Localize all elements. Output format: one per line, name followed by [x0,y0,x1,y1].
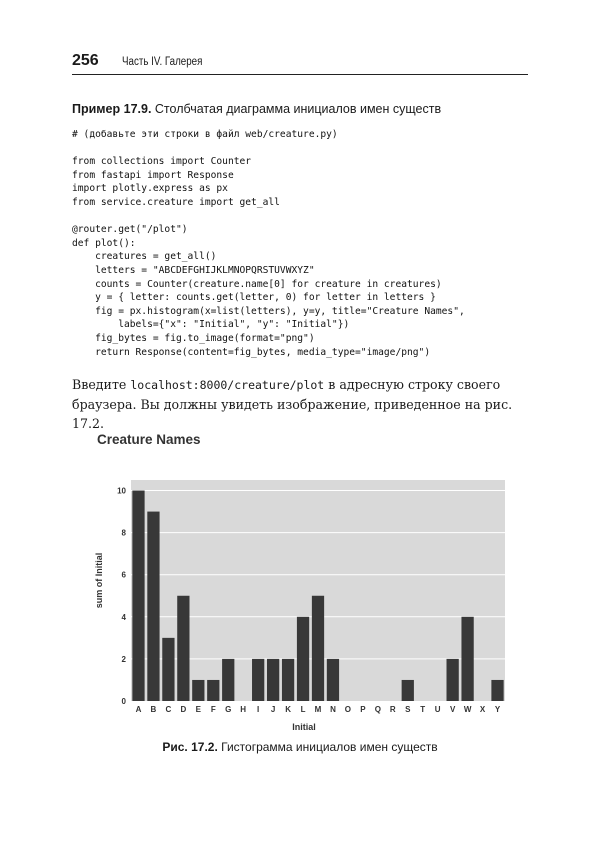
code-line: fig = px.histogram(x=list(letters), y=y, title="Creature Names", [72,305,465,317]
bar-e [192,680,204,701]
x-tick-label: D [180,705,187,714]
code-line: letters = "ABCDEFGHIJKLMNOPQRSTUVWXYZ" [72,264,315,276]
code-line: y = { letter: counts.get(letter, 0) for letter in letters } [72,292,436,304]
figure-label: Рис. 17.2. [162,740,218,754]
x-tick-label: Y [494,705,501,714]
bar-l [297,617,309,701]
x-tick-label: T [420,705,426,714]
body-text-before: Введите [72,377,131,392]
bar-j [267,659,279,701]
url-code: localhost:8000/creature/plot [130,378,325,392]
y-tick-label: 6 [121,570,126,580]
code-line: fig_bytes = fig.to_image(format="png") [72,332,315,344]
bar-i [252,659,264,701]
x-tick-label: U [434,705,441,714]
x-tick-label: N [330,705,336,714]
listing-label: Пример 17.9. [72,102,152,116]
bar-a [132,491,144,701]
page-number: 256 [72,52,99,69]
chart-title: Creature Names [97,432,201,447]
code-line: from service.creature import get_all [72,196,280,208]
x-tick-label: C [165,705,172,714]
bar-s [402,680,414,701]
x-tick-label: I [257,705,260,714]
x-tick-label: X [479,705,486,714]
code-line: def plot(): [72,237,136,249]
x-tick-label: M [314,705,322,714]
code-line: import plotly.express as px [72,183,228,195]
x-tick-label: W [463,705,472,714]
x-tick-label: J [270,705,276,714]
x-tick-label: S [405,705,411,714]
histogram-chart [90,425,520,740]
code-line: return Response(content=fig_bytes, media_type="image/png") [72,346,431,358]
x-tick-label: G [225,705,232,714]
listing-caption [72,102,441,116]
bar-d [177,596,189,701]
x-tick-label: O [344,705,352,714]
y-tick-label: 4 [121,612,126,622]
x-tick-label: V [449,705,456,714]
x-tick-label: L [300,705,306,714]
x-tick-label: P [360,705,366,714]
code-line: from collections import Counter [72,156,252,168]
code-line: labels={"x": "Initial", "y": "Initial"}) [72,319,350,331]
bar-v [447,659,459,701]
y-tick-label: 2 [121,654,126,664]
bar-m [312,596,324,701]
bar-k [282,659,294,701]
running-title: Часть IV. Галерея [122,56,203,68]
code-line: @router.get("/plot") [72,224,188,236]
figure-caption-text: Гистограмма инициалов имен существ [221,740,438,754]
x-tick-label: Q [374,705,381,714]
y-axis-label: sum of Initial [94,552,104,609]
code-line: # (добавьте эти строки в файл web/creature.py) [72,129,338,140]
x-tick-label: A [135,705,142,714]
bar-w [461,617,473,701]
x-tick-label: B [150,705,157,714]
page-header [72,50,528,75]
x-axis-label: Initial [292,722,316,732]
code-line: from fastapi import Response [72,169,234,181]
body-text-after: в адресную строку своего браузера. Вы должны увидеть изображение, приведенное на рис. 17.2. [72,377,513,431]
bar-g [222,659,234,701]
bar-b [147,512,159,701]
bar-y [491,680,503,701]
y-tick-label: 0 [121,697,126,706]
x-tick-label: H [240,705,247,714]
code-listing [72,128,465,359]
listing-title: Столбчатая диаграмма инициалов имен существ [154,102,442,116]
x-tick-label: K [285,705,291,714]
bar-n [327,659,339,701]
x-tick-label: E [195,705,201,714]
bar-f [207,680,219,701]
code-line: creatures = get_all() [72,251,217,263]
y-tick-label: 8 [121,528,126,538]
x-tick-label: R [389,705,396,714]
code-line: counts = Counter(creature.name[0] for creature in creatures) [72,278,442,290]
y-tick-label: 10 [117,486,126,496]
bar-c [162,638,174,701]
x-tick-label: F [210,705,216,714]
figure-caption [0,740,600,754]
